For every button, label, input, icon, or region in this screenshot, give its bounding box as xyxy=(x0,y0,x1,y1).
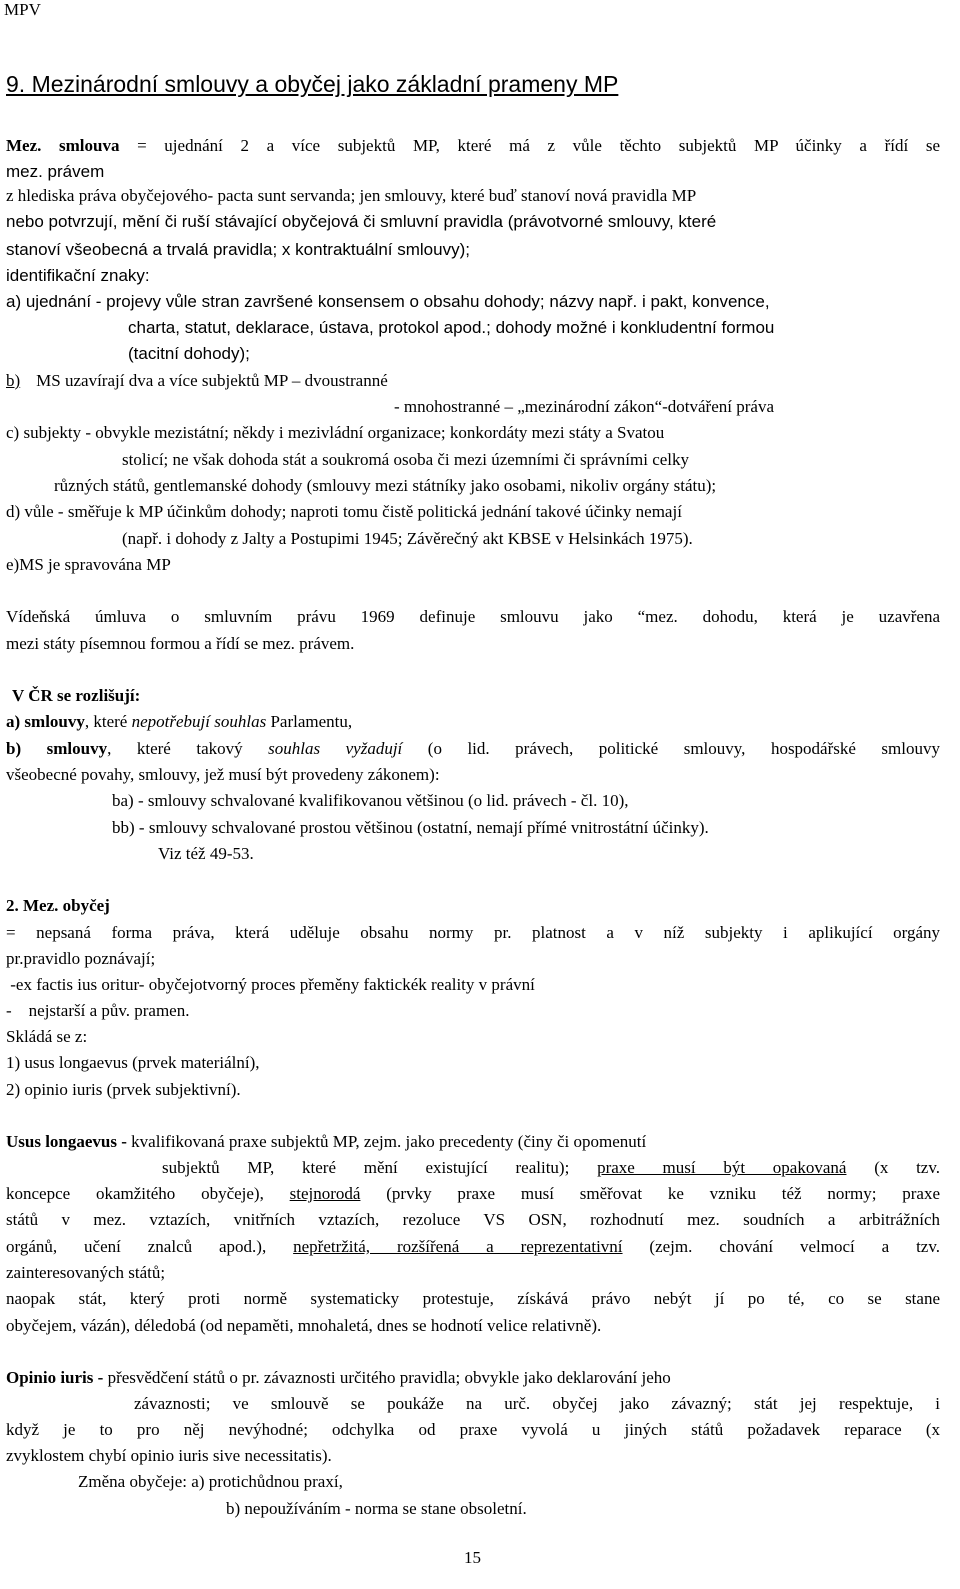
list-item-continuation: různých států, gentlemanské dohody (smlouvy mezi státníky jako osobami, nikoliv orgány státu); xyxy=(54,476,717,495)
list-item-continuation: (např. i dohody z Jalty a Postupimi 1945; Závěrečný akt KBSE v Helsinkách 1975). xyxy=(122,529,693,548)
paragraph-line: mez. právem xyxy=(6,162,105,181)
paragraph-line xyxy=(6,1132,646,1152)
list-item-continuation: charta, statut, deklarace, ústava, protokol apod.; dohody možné i konkludentní formou xyxy=(128,318,775,337)
paragraph-line xyxy=(6,1368,671,1388)
paragraph-line: nebo potvrzují, mění či ruší stávající obyčejová či smluvní pravidla (právotvorné smlouvy, které xyxy=(6,212,717,231)
section-heading: 2. Mez. obyčej xyxy=(6,896,110,915)
list-item-continuation: všeobecné povahy, smlouvy, jež musí být provedeny zákonem): xyxy=(6,765,440,784)
page-number: 15 xyxy=(464,1548,481,1567)
paragraph-line: mezi státy písemnou formou a řídí se mez. právem. xyxy=(6,634,355,653)
list-item: d) vůle - směřuje k MP účinkům dohody; naproti tomu čistě politická jednání takové účinky nemají xyxy=(6,502,682,521)
paragraph-line: stanoví všeobecná a trvalá pravidla; x kontraktuální smlouvy); xyxy=(6,240,470,259)
paragraph-line xyxy=(6,1237,940,1257)
list-item: a) ujednání - projevy vůle stran završené konsensem o obsahu dohody; názvy např. i pakt, konvence, xyxy=(6,292,770,311)
list-item: Změna obyčeje: a) protichůdnou praxí, xyxy=(78,1472,343,1491)
text: = ujednání 2 a více subjektů MP, které má z vůle těchto subjektů MP účinky a řídí se xyxy=(119,136,940,155)
paragraph-line: pr.pravidlo poznávají; xyxy=(6,949,156,968)
list-marker: b) xyxy=(6,371,21,390)
paragraph-line: závaznosti; ve smlouvě se poukáže na urč. obyčej jako závazný; stát jej respektuje, i xyxy=(134,1394,940,1413)
underlined-text: praxe musí být opakovaná xyxy=(597,1158,847,1177)
text: MS uzavírají dva a více subjektů MP – dvoustranné xyxy=(36,371,388,390)
term-label: Opinio iuris - xyxy=(6,1368,104,1387)
text: koncepce okamžitého obyčeje), xyxy=(6,1184,290,1203)
emphasis: nepotřebují souhlas xyxy=(131,712,267,731)
text: (o lid. právech, politické smlouvy, hospodářské smlouvy xyxy=(402,739,940,758)
underlined-text: nepřetržitá, rozšířená a reprezentativní xyxy=(293,1237,623,1256)
paragraph-line: zvyklostem chybí opinio iuris sive necessitatis). xyxy=(6,1446,332,1465)
paragraph-line xyxy=(6,136,940,156)
text: subjektů MP, které mění existující realitu); xyxy=(162,1158,598,1177)
list-item: e)MS je spravována MP xyxy=(6,555,171,574)
term-label: a) smlouvy xyxy=(6,712,85,731)
list-item: - nejstarší a pův. pramen. xyxy=(6,1001,190,1020)
paragraph-line: -ex factis ius oritur- obyčejotvorný proces přeměny faktickék reality v právní xyxy=(6,975,535,994)
list-item: c) subjekty - obvykle mezistátní; někdy i mezivládní organizace; konkordáty mezi státy a Svatou xyxy=(6,423,665,442)
text: Parlamentu, xyxy=(266,712,353,731)
term-label: Mez. smlouva xyxy=(6,136,120,155)
list-item-continuation: (tacitní dohody); xyxy=(128,344,250,363)
paragraph-line: naopak stát, který proti normě systematicky protestuje, získává právo nebýt jí po té, co se stane xyxy=(6,1289,940,1308)
text: kvalifikovaná praxe subjektů MP, zejm. jako precedenty (činy či opomenutí xyxy=(126,1132,647,1151)
paragraph-line: zainteresovaných států; xyxy=(6,1263,166,1282)
paragraph-line: když je to pro něj nevýhodné; odchylka od praxe vyvolá u jiných států požadavek reparace (x xyxy=(6,1420,940,1439)
paragraph-line: obyčejem, vázán), déledobá (od nepaměti, mnohaletá, dnes se hodnotí velice relativně). xyxy=(6,1316,602,1335)
list-item-continuation: stolicí; ne však dohoda stát a soukromá osoba či mezi územními či správními celky xyxy=(122,450,690,469)
paragraph-line: Vídeňská úmluva o smluvním právu 1969 definuje smlouvu jako “mez. dohodu, která je uzavřena xyxy=(6,607,940,626)
text: , které takový xyxy=(107,739,269,758)
text: (prvky praxe musí směřovat ke vzniku též normy; praxe xyxy=(360,1184,940,1203)
cross-reference: Viz též 49-53. xyxy=(158,844,254,863)
term-label: Usus longaevus - xyxy=(6,1132,127,1151)
sub-list-item: ba) - smlouvy schvalované kvalifikovanou většinou (o lid. právech - čl. 10), xyxy=(112,791,629,810)
paragraph-line: z hlediska práva obyčejového- pacta sunt servanda; jen smlouvy, které buď stanoví nová pravidla MP xyxy=(6,186,697,205)
text: orgánů, učení znalců apod.), xyxy=(6,1237,294,1256)
paragraph-line: států v mez. vztazích, vnitřních vztazích, rezoluce VS OSN, rozhodnutí mez. soudních a arbitrážních xyxy=(6,1210,940,1229)
paragraph-line: = nepsaná forma práva, která uděluje obsahu normy pr. platnost a v níž subjekty i aplikující orgány xyxy=(6,923,940,942)
section-heading: V ČR se rozlišují: xyxy=(12,686,141,705)
text: (zejm. chování velmocí a tzv. xyxy=(622,1237,940,1256)
list-item xyxy=(6,371,388,391)
text: přesvědčení států o pr. závaznosti určitého pravidla; obvykle jako deklarování jeho xyxy=(103,1368,671,1387)
sub-list-item: bb) - smlouvy schvalované prostou většinou (ostatní, nemají přímé vnitrostátní účinky). xyxy=(112,818,709,837)
list-item: 1) usus longaevus (prvek materiální), xyxy=(6,1053,260,1072)
paragraph-line: Skládá se z: xyxy=(6,1027,88,1046)
paragraph-line xyxy=(162,1158,940,1178)
paragraph-line xyxy=(6,1184,940,1204)
list-item xyxy=(6,739,940,759)
emphasis: souhlas vyžadují xyxy=(268,739,403,758)
paragraph-line: identifikační znaky: xyxy=(6,266,150,285)
term-label: b) smlouvy xyxy=(6,739,108,758)
page-title: 9. Mezinárodní smlouvy a obyčej jako základní prameny MP xyxy=(6,71,619,97)
list-item: 2) opinio iuris (prvek subjektivní). xyxy=(6,1080,241,1099)
list-item-continuation: - mnohostranné – „mezinárodní zákon“-dotváření práva xyxy=(394,397,774,416)
text: , které xyxy=(84,712,132,731)
list-item xyxy=(6,712,352,732)
text: (x tzv. xyxy=(846,1158,941,1177)
running-header: MPV xyxy=(4,0,41,19)
list-item: b) nepoužíváním - norma se stane obsoletní. xyxy=(226,1499,527,1518)
underlined-text: stejnorodá xyxy=(289,1184,361,1203)
